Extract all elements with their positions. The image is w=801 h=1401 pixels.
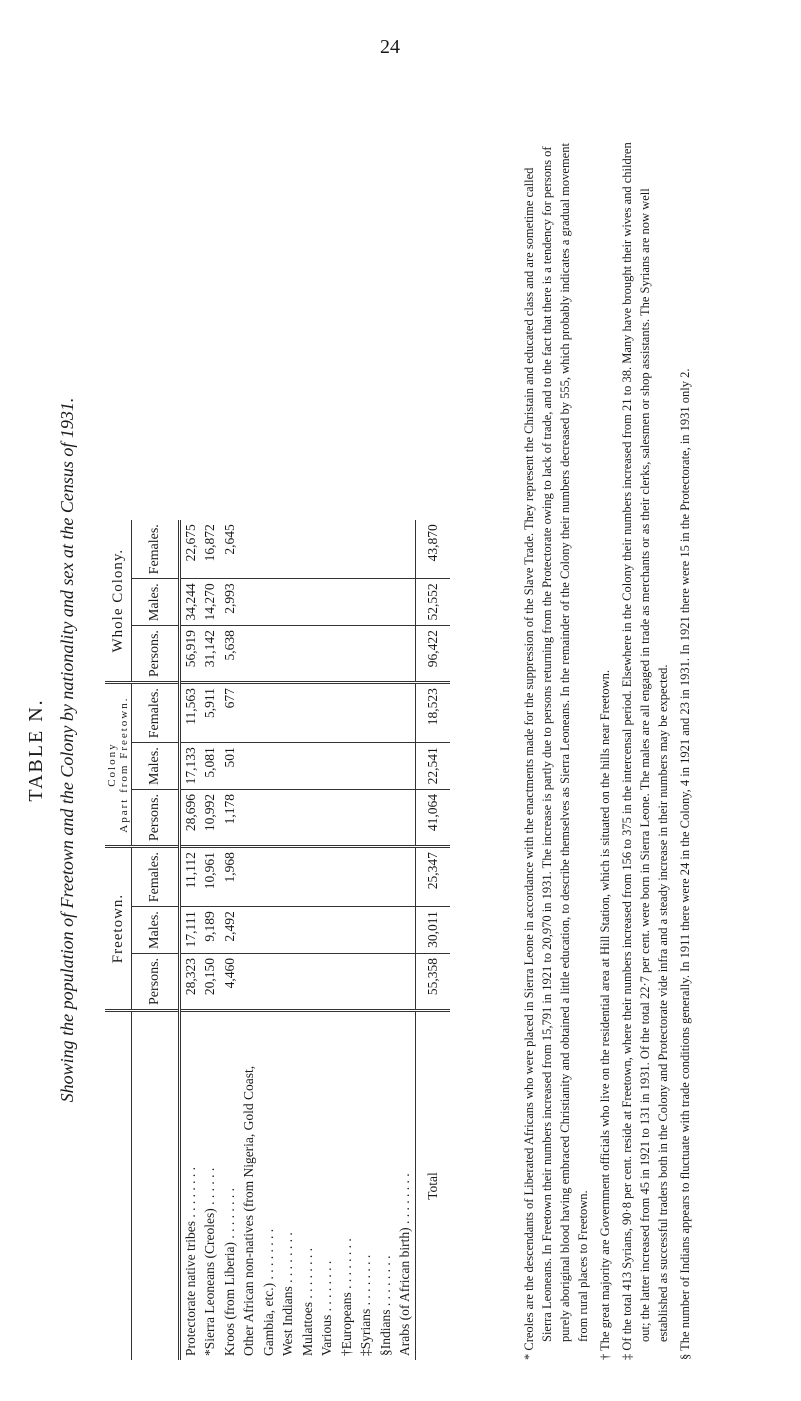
table-cell (298, 790, 318, 847)
table-row (220, 520, 240, 1360)
col-persons: Persons. (132, 790, 180, 847)
table-cell (259, 953, 279, 1010)
table-row (180, 520, 201, 1360)
table-cell (298, 520, 318, 579)
table-cell (279, 626, 299, 683)
table-cell (259, 790, 279, 847)
table-row (240, 520, 260, 1360)
table-cell: 1,178 (220, 790, 240, 847)
table-cell (376, 743, 396, 790)
col-persons: Persons. (132, 626, 180, 683)
table-cell: 28,696 (180, 790, 201, 847)
col-females: Females. (132, 683, 180, 743)
table-cell (376, 847, 396, 907)
table-cell (337, 579, 357, 626)
group-header-freetown: Freetown. (105, 847, 132, 1011)
table-cell: 2,645 (220, 520, 240, 579)
table-cell (357, 683, 377, 743)
table-cell (396, 790, 416, 847)
table-cell: 17,111 (180, 907, 201, 954)
footnote-europeans: † The great majority are Government officials who live on the residential area at Hill Station, which is situated on the hills near Freetown. (598, 670, 612, 1360)
table-cell: 14,270 (201, 579, 221, 626)
table-cell: 501 (220, 743, 240, 790)
table-cell: 22,541 (416, 743, 451, 790)
census-table-body (180, 520, 451, 1360)
table-cell: 2,492 (220, 907, 240, 954)
table-cell (259, 626, 279, 683)
table-cell (318, 579, 338, 626)
table-cell (357, 907, 377, 954)
table-cell (396, 683, 416, 743)
table-cell (376, 953, 396, 1010)
table-cell: 11,563 (180, 683, 201, 743)
col-persons: Persons. (132, 953, 180, 1010)
table-cell: 9,189 (201, 907, 221, 954)
table-cell: 4,460 (220, 953, 240, 1010)
table-cell (396, 953, 416, 1010)
table-cell (376, 626, 396, 683)
table-cell (298, 907, 318, 954)
table-cell (298, 953, 318, 1010)
table-cell (337, 953, 357, 1010)
row-label: §Indians . . . . . . . . (377, 1255, 393, 1356)
table-cell: 25,347 (416, 847, 451, 907)
table-cell (357, 626, 377, 683)
table-cell: 20,150 (201, 953, 221, 1010)
row-label: †Europeans . . . . . . . . (338, 1238, 354, 1356)
table-cell (259, 847, 279, 907)
table-cell (279, 579, 299, 626)
table-cell (337, 790, 357, 847)
table-cell (318, 953, 338, 1010)
table-cell (240, 579, 260, 626)
table-cell (259, 520, 279, 579)
table-cell: 56,919 (180, 626, 201, 683)
table-cell (357, 579, 377, 626)
col-males: Males. (132, 907, 180, 954)
table-cell (357, 953, 377, 1010)
table-cell (396, 907, 416, 954)
table-cell (337, 847, 357, 907)
table-cell (376, 579, 396, 626)
table-cell: 677 (220, 683, 240, 743)
table-row (357, 520, 377, 1360)
table-cell (240, 743, 260, 790)
col-males: Males. (132, 743, 180, 790)
table-cell (279, 743, 299, 790)
table-row (298, 520, 318, 1360)
col-males: Males. (132, 579, 180, 626)
table-cell (318, 790, 338, 847)
table-cell: 5,081 (201, 743, 221, 790)
table-cell (279, 953, 299, 1010)
table-cell: 43,870 (416, 520, 451, 579)
table-cell (298, 579, 318, 626)
table-cell: 31,142 (201, 626, 221, 683)
table-cell (318, 626, 338, 683)
table-cell (240, 953, 260, 1010)
table-cell (337, 683, 357, 743)
table-cell: 34,244 (180, 579, 201, 626)
table-cell (337, 907, 357, 954)
table-cell (357, 743, 377, 790)
table-cell (259, 743, 279, 790)
row-label: Protectorate native tribes . . . . . . . . (182, 1167, 198, 1356)
table-cell (357, 790, 377, 847)
table-cell (240, 626, 260, 683)
table-cell (240, 907, 260, 954)
table-cell (240, 683, 260, 743)
table-row (376, 520, 396, 1360)
row-label: Other African non-natives (from Nigeria, Gold Coast, (241, 1065, 257, 1356)
table-cell (396, 743, 416, 790)
table-cell (318, 520, 338, 579)
row-label: *Sierra Leoneans (Creoles) . . . . . . (202, 1167, 218, 1356)
table-cell (240, 847, 260, 907)
table-cell: 10,961 (201, 847, 221, 907)
table-cell (396, 579, 416, 626)
group-header-colony: Colony Apart from Freetown. (105, 683, 132, 847)
table-cell (376, 907, 396, 954)
table-cell (279, 907, 299, 954)
row-label: West Indians . . . . . . . . (280, 1232, 296, 1356)
table-cell: 28,323 (180, 953, 201, 1010)
table-cell (279, 520, 299, 579)
table-cell (298, 626, 318, 683)
table-cell (259, 907, 279, 954)
group-header-row (105, 520, 132, 1360)
census-table (105, 520, 450, 1360)
table-subtitle: Showing the population of Freetown and the Colony by nationality and sex at the Census of 1931. (57, 397, 77, 1103)
table-cell (396, 520, 416, 579)
table-cell (279, 683, 299, 743)
table-cell (279, 847, 299, 907)
table-cell: 41,064 (416, 790, 451, 847)
table-cell: 11,112 (180, 847, 201, 907)
table-row (318, 520, 338, 1360)
row-label: Arabs (of African birth) . . . . . . . . (397, 1173, 413, 1356)
table-cell (357, 520, 377, 579)
table-row (337, 520, 357, 1360)
table-title: TABLE N. (25, 698, 47, 802)
table-cell: 96,422 (416, 626, 451, 683)
table-cell: 16,872 (201, 520, 221, 579)
table-cell: 55,358 (416, 953, 451, 1010)
table-cell: 18,523 (416, 683, 451, 743)
row-label-header (105, 1011, 132, 1361)
table-row (259, 520, 279, 1360)
table-cell: 10,992 (201, 790, 221, 847)
row-label: Various . . . . . . . . (319, 1260, 335, 1356)
table-cell: 22,675 (180, 520, 201, 579)
table-cell (337, 743, 357, 790)
table-cell (337, 626, 357, 683)
table-cell: 5,638 (220, 626, 240, 683)
table-row (396, 520, 416, 1360)
table-cell (318, 907, 338, 954)
row-label: Kroos (from Liberia) . . . . . . . . (221, 1188, 237, 1356)
table-row (279, 520, 299, 1360)
table-cell (337, 520, 357, 579)
rotated-table-sheet (15, 120, 785, 1380)
row-label-header (132, 1011, 180, 1361)
footnote-syrians: ‡ Of the total 413 Syrians, 90·8 per cent. reside at Freetown, where their numbers increased from 156 to 375 in the intercensal period. Elsewhere in the Colony their numbers increased from 21 to 38. Many have brought their wives and children out; the latter increased from 45 in 1921 to 131 in 1931. Of the total 22·7 per cent. were born in Sierra Leone. The males are all engaged in trade as merchants or as their clerks, salesmen or shop assistants. The Syrians are now well established as successful traders both in the Colony and Protectorate vide infra and a steady increase in their numbers may be expected. (620, 142, 670, 1360)
table-cell (259, 579, 279, 626)
table-cell (298, 847, 318, 907)
table-cell (318, 847, 338, 907)
footnote-indians: § The number of Indians appears to fluctuate with trade conditions generally. In 1911 there were 24 in the Colony, 4 in 1921 and 23 in 1931. In 1921 there were 15 in the Protectorate, in 1931 only 2. (678, 368, 692, 1360)
table-cell (279, 790, 299, 847)
table-cell: 30,011 (416, 907, 451, 954)
table-cell (298, 683, 318, 743)
footnotes (520, 140, 698, 1360)
table-cell (298, 743, 318, 790)
table-cell (240, 790, 260, 847)
col-females: Females. (132, 847, 180, 907)
table-cell (396, 847, 416, 907)
table-cell: 17,133 (180, 743, 201, 790)
row-label: Total (416, 1011, 451, 1361)
table-cell: 5,911 (201, 683, 221, 743)
table-cell (376, 790, 396, 847)
group-header-whole-colony: Whole Colony. (105, 520, 132, 682)
col-females: Females. (132, 520, 180, 579)
column-header-row (132, 520, 180, 1360)
table-cell (396, 626, 416, 683)
table-cell (240, 520, 260, 579)
table-cell: 52,552 (416, 579, 451, 626)
total-row (416, 520, 451, 1360)
table-cell (376, 520, 396, 579)
table-cell (376, 683, 396, 743)
table-cell: 1,968 (220, 847, 240, 907)
row-label: ‡Syrians . . . . . . . . (358, 1254, 374, 1356)
row-label: Mulattoes . . . . . . . . (299, 1248, 315, 1356)
table-cell (318, 683, 338, 743)
page-number: 24 (380, 36, 400, 58)
table-cell: 2,993 (220, 579, 240, 626)
table-cell (259, 683, 279, 743)
table-cell (318, 743, 338, 790)
row-label: Gambia, etc.) . . . . . . . . (260, 1228, 276, 1356)
table-row (201, 520, 221, 1360)
footnote-creoles: * Creoles are the descendants of Liberated Africans who were placed in Sierra Leone in accordance with the enactments made for the suppression of the Slave Trade. They represent the Christain and educated class and are sometime called Sierra Leoneans. In Freetown their numbers increased from 15,791 in 1921 to 20,970 in 1931. The increase is partly due to persons returning from the Protectorate owing to lack of trade, and to the fact that there is a tendency for persons of purely aboriginal blood having embraced Christianity and obtained a little education, to describe themselves as Sierra Leoneans. In the remainder of the Colony their numbers decreased by 555, which probably indicates a gradual movement from rural places to Freetown. (522, 143, 590, 1360)
table-cell (357, 847, 377, 907)
